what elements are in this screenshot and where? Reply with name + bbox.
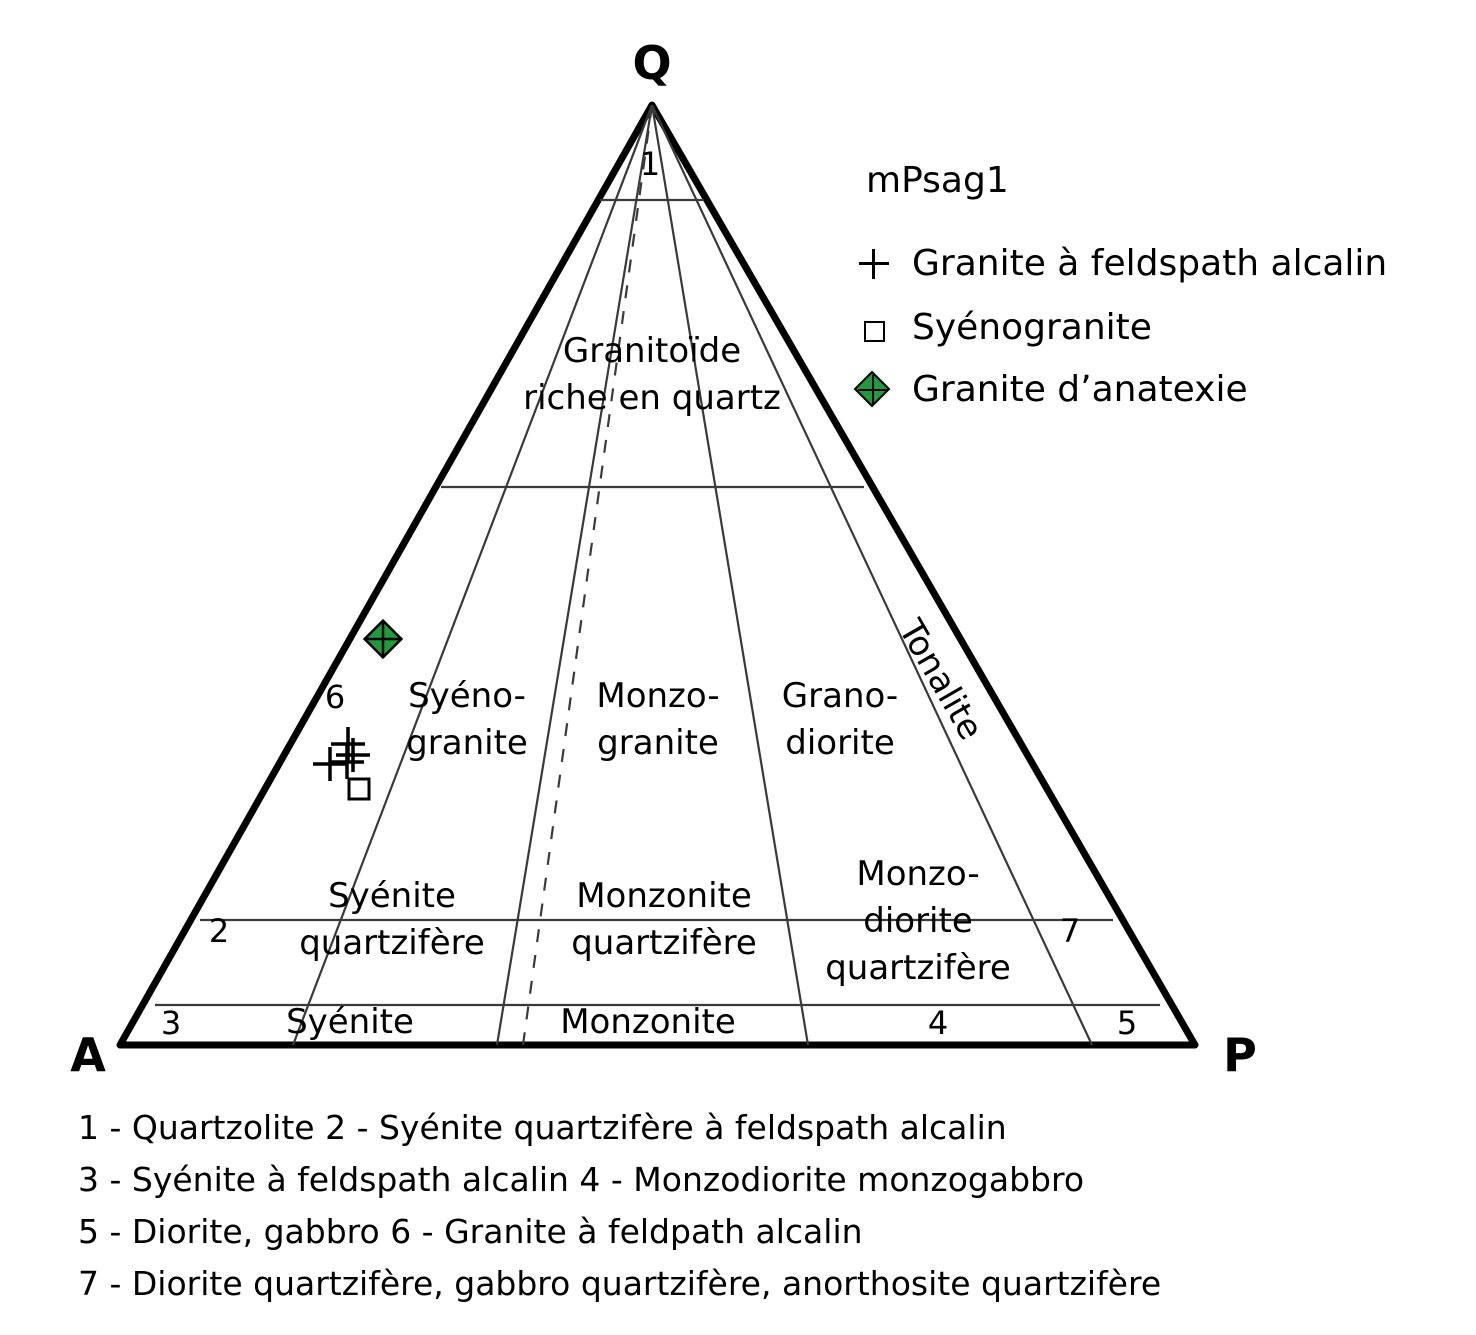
square-marker-icon	[856, 311, 890, 345]
footnote-4: 7 - Diorite quartzifère, gabbro quartzifère, anorthosite quartzifère	[78, 1264, 1162, 1303]
legend-item-granite-feldspath-alcalin	[856, 243, 1387, 284]
field-monzonite-quartz-line2: quartzifère	[571, 923, 757, 963]
field-syenite-quartz-line2: quartzifère	[299, 923, 485, 963]
field-granodiorite-line1: Grano-	[781, 676, 899, 716]
legend-item-syenogranite	[856, 307, 1152, 348]
footnote-1: 1 - Quartzolite 2 - Syénite quartzifère à feldspath alcalin	[78, 1108, 1007, 1147]
footnote-3: 5 - Diorite, gabbro 6 - Granite à feldpath alcalin	[78, 1212, 863, 1251]
legend-label-1: Granite à feldspath alcalin	[912, 243, 1388, 284]
field-monzonite-quartz-line1: Monzonite	[576, 876, 752, 916]
legend-item-granite-anatexie	[856, 369, 1248, 410]
plus-marker-icon	[856, 247, 890, 281]
field-quartz-rich-line1: Granitoïde	[562, 331, 742, 371]
field-monzodiorite-quartz-line2: diorite	[863, 901, 973, 941]
field-7-label: 7	[1059, 912, 1081, 950]
apex-label-p: P	[1223, 1028, 1257, 1082]
field-3-label: 3	[160, 1004, 182, 1042]
field-tonalite-label: Tonalite	[890, 613, 991, 747]
footnote-2: 3 - Syénite à feldspath alcalin 4 - Monzodiorite monzogabbro	[78, 1160, 1085, 1199]
field-syenite-label: Syénite	[286, 1002, 414, 1042]
legend-label-2: Syénogranite	[912, 307, 1152, 348]
field-granodiorite-line2: diorite	[785, 723, 895, 763]
field-syenogranite-line1: Syéno-	[408, 676, 526, 716]
legend-label-3: Granite d’anatexie	[912, 369, 1248, 410]
field-6-label: 6	[324, 678, 346, 716]
green-diamond-marker-icon	[856, 373, 890, 407]
field-monzogranite-line2: granite	[597, 723, 719, 763]
field-monzodiorite-quartz-line1: Monzo-	[856, 854, 980, 894]
field-syenite-quartz-line1: Syénite	[328, 876, 456, 916]
field-quartz-rich-line2: riche en quartz	[523, 378, 781, 418]
legend-title: mPsag1	[866, 160, 1009, 201]
field-monzonite-label: Monzonite	[560, 1002, 736, 1042]
field-2-label: 2	[208, 912, 230, 950]
field-4-label: 4	[927, 1004, 949, 1042]
apex-label-q: Q	[632, 36, 672, 90]
field-monzogranite-line1: Monzo-	[596, 676, 720, 716]
apex-label-a: A	[70, 1028, 106, 1082]
footnote-list	[78, 1108, 1161, 1316]
field-syenogranite-line2: granite	[406, 723, 528, 763]
field-1-label: 1	[639, 145, 661, 183]
field-5-label: 5	[1116, 1004, 1138, 1042]
field-monzodiorite-quartz-line3: quartzifère	[825, 948, 1011, 988]
